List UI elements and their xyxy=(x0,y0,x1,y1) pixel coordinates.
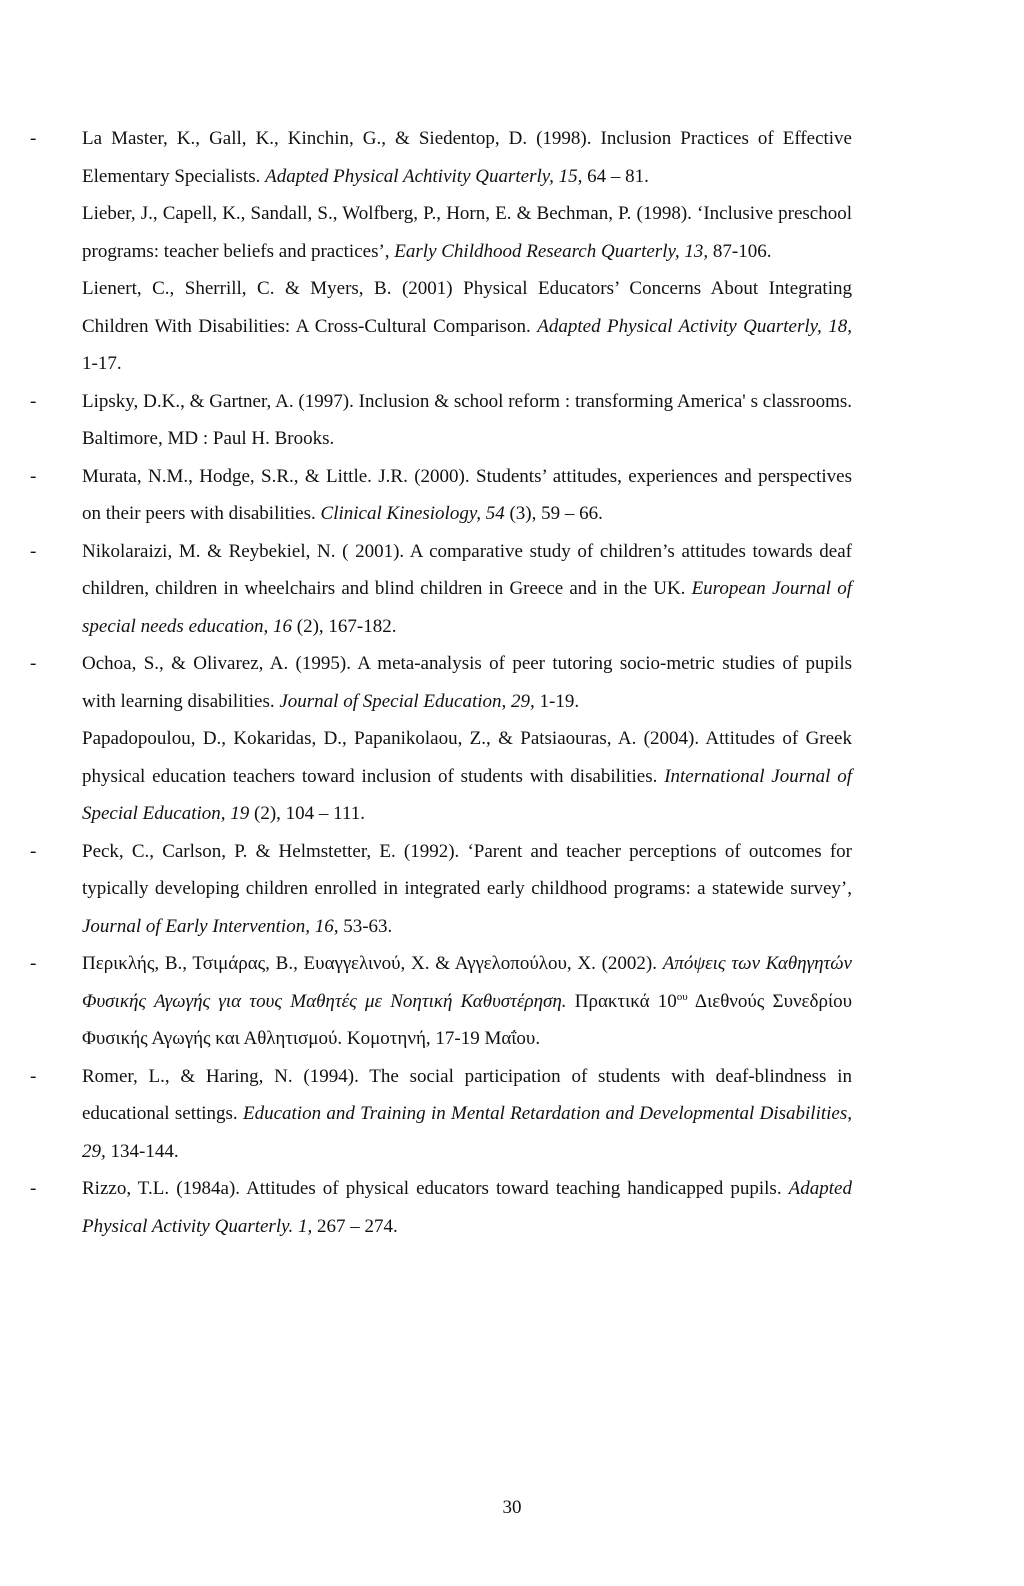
reference-text: 53-63. xyxy=(338,915,393,937)
list-dash: - xyxy=(30,1178,37,1199)
reference-entry xyxy=(30,120,852,195)
reference-entry xyxy=(30,645,852,720)
list-dash: - xyxy=(30,128,37,149)
reference-title-italic: Adapted Physical Activity Quarterly. 1, xyxy=(82,1178,852,1237)
reference-title-italic: Journal of Early Intervention, 16, xyxy=(82,915,339,937)
reference-entry xyxy=(30,833,852,946)
reference-text: Romer, L., & Haring, N. (1994). The social participation of students with deaf-blindness in educational settings. xyxy=(82,1065,852,1124)
reference-text: (2), 104 – 111. xyxy=(249,803,366,824)
reference-title-italic: European Journal of special needs education, 16 xyxy=(82,578,852,637)
reference-title-italic: International Journal of Special Education, 19 xyxy=(82,765,853,824)
reference-text: Papadopoulou, D., Kokaridas, D., Papanikolaou, Z., & Patsiaouras, A. (2004). Attitudes of Greek physical education teachers toward inclusion of students with disabilities. xyxy=(82,728,852,787)
list-dash: - xyxy=(30,653,37,674)
reference-text: Διεθνούς Συνεδρίου Φυσικής Αγωγής και Αθλητισμού. Κομοτηνή, 17-19 Μαΐου. xyxy=(82,990,852,1049)
superscript-text: ου xyxy=(676,990,688,1003)
reference-entry xyxy=(82,720,852,833)
list-dash: - xyxy=(30,953,37,974)
reference-text: 1-17. xyxy=(82,353,122,374)
reference-entry xyxy=(30,533,852,646)
reference-title-italic: Adapted Physical Activity Quarterly, 18, xyxy=(537,315,852,337)
reference-entry xyxy=(30,945,852,1058)
reference-entry xyxy=(30,383,852,458)
reference-text: Peck, C., Carlson, P. & Helmstetter, E. (1992). ‘Parent and teacher perceptions of outcomes for typically developing children enrolled in integrated early childhood programs: a statewide survey’, xyxy=(82,840,852,899)
reference-text: La Master, K., Gall, K., Kinchin, G., & Siedentop, D. (1998). Inclusion Practices of Effective Elementary Specialists. xyxy=(82,128,852,187)
reference-entry xyxy=(82,270,852,383)
list-dash: - xyxy=(30,1065,37,1087)
reference-text: Lieber, J., Capell, K., Sandall, S., Wolfberg, P., Horn, E. & Bechman, P. (1998). ‘Inclusive preschool programs: teacher beliefs and practices’, xyxy=(82,203,852,262)
reference-text: Πρακτικά 10 xyxy=(566,990,677,1012)
reference-text: Murata, N.M., Hodge, S.R., & Little. J.R. (2000). Students’ attitudes, experiences and perspectives on their peers with disabilities. xyxy=(82,465,852,524)
reference-text: 87-106. xyxy=(708,240,772,262)
reference-text: 267 – 274. xyxy=(312,1215,398,1237)
reference-entry xyxy=(82,195,852,270)
reference-text: (3), 59 – 66. xyxy=(504,503,603,524)
reference-title-italic: Journal of Special Education, 29, xyxy=(279,690,535,712)
page-number: 30 xyxy=(502,1497,522,1518)
reference-text: 64 – 81. xyxy=(582,165,649,187)
list-dash: - xyxy=(30,840,37,862)
reference-text: Rizzo, T.L. (1984a). Attitudes of physical educators toward teaching handicapped pupils. xyxy=(82,1178,789,1199)
reference-text: 1-19. xyxy=(534,690,580,712)
reference-list xyxy=(30,120,853,1245)
reference-title-italic: Education and Training in Mental Retardation and Developmental Disabilities, 29, xyxy=(82,1103,852,1162)
reference-title-italic: Early Childhood Research Quarterly, 13, xyxy=(394,240,709,262)
reference-text: Ochoa, S., & Olivarez, A. (1995). A meta-analysis of peer tutoring socio-metric studies of pupils with learning disabilities. xyxy=(82,653,852,712)
list-dash: - xyxy=(30,390,37,412)
reference-text: Περικλής, Β., Τσιμάρας, Β., Ευαγγελινού, Χ. & Αγγελοπούλου, Χ. (2002). xyxy=(82,953,663,974)
list-dash: - xyxy=(30,540,37,562)
reference-entry xyxy=(30,458,852,533)
reference-title-italic: Adapted Physical Achtivity Quarterly, 15, xyxy=(265,165,583,187)
reference-text: Nikolaraizi, M. & Reybekiel, N. ( 2001). A comparative study of children’s attitudes towards deaf children, children in wheelchairs and blind children in Greece and in the UK. xyxy=(82,540,852,599)
reference-text: Lipsky, D.K., & Gartner, A. (1997). Inclusion & school reform : transforming America' s classrooms. Baltimore, MD : Paul H. Brooks. xyxy=(82,390,852,449)
reference-entry xyxy=(30,1058,852,1171)
reference-text: (2), 167-182. xyxy=(292,615,397,637)
reference-text: 134-144. xyxy=(105,1140,179,1162)
reference-title-italic: Απόψεις των Καθηγητών Φυσικής Αγωγής για τους Μαθητές με Νοητική Καθυστέρηση. xyxy=(82,953,852,1012)
reference-title-italic: Clinical Kinesiology, 54 xyxy=(320,503,505,524)
reference-entry xyxy=(30,1170,852,1245)
reference-text: Lienert, C., Sherrill, C. & Myers, B. (2001) Physical Educators’ Concerns About Integrating Children With Disabilities: A Cross-Cultural Comparison. xyxy=(82,278,852,337)
list-dash: - xyxy=(30,465,37,487)
